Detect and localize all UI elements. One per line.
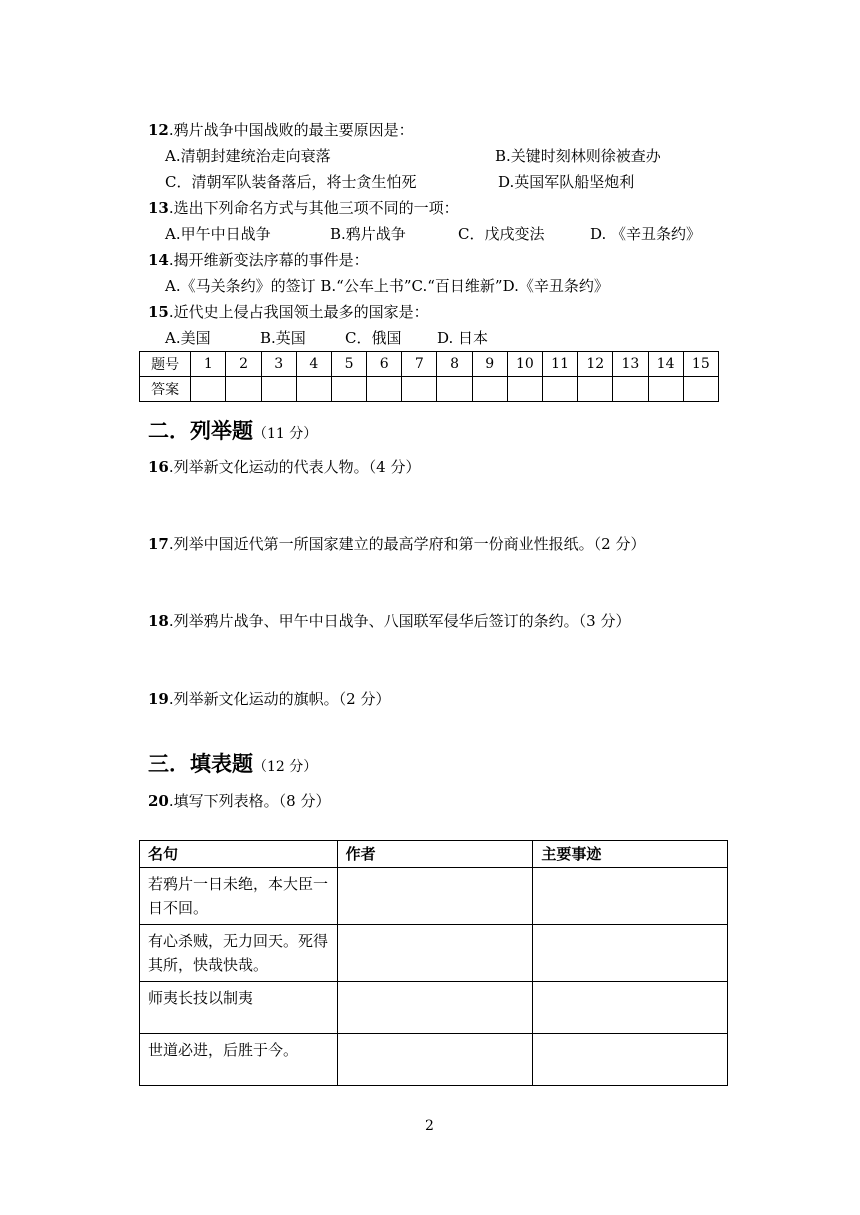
table-row: [140, 868, 728, 925]
question-13-stem: 13.选出下列命名方式与其他三项不同的一项：: [148, 199, 459, 217]
answer-grid-number: 14: [648, 352, 683, 377]
author-answer-cell[interactable]: [337, 1034, 533, 1086]
answer-grid-table: [139, 351, 719, 402]
answer-grid-number: 10: [507, 352, 542, 377]
answer-cell[interactable]: [472, 377, 507, 402]
answer-cell[interactable]: [191, 377, 226, 402]
answer-cell[interactable]: [437, 377, 472, 402]
deeds-answer-cell[interactable]: [533, 1034, 728, 1086]
answer-cell[interactable]: [648, 377, 683, 402]
question-19: 19.列举新文化运动的旗帜。（2 分）: [148, 690, 391, 708]
question-12-option-c: C．清朝军队装备落后，将士贪生怕死: [165, 173, 417, 191]
question-13-option-b: B.鸦片战争: [330, 225, 406, 243]
table-row: [140, 982, 728, 1034]
quote-header-cell: 名句: [140, 841, 338, 868]
section-3-heading: 三．填表题（12 分）: [148, 752, 318, 776]
answer-grid-number: 8: [437, 352, 472, 377]
question-16: 16.列举新文化运动的代表人物。（4 分）: [148, 458, 421, 476]
deeds-answer-cell[interactable]: [533, 868, 728, 925]
answer-grid-number: 5: [331, 352, 366, 377]
answer-grid-number: 12: [578, 352, 613, 377]
answer-grid-number: 9: [472, 352, 507, 377]
page-number: 2: [425, 1118, 434, 1134]
author-answer-cell[interactable]: [337, 925, 533, 982]
question-15-option-d: D. 日本: [437, 329, 489, 347]
answer-cell[interactable]: [331, 377, 366, 402]
answer-grid-answer-label: 答案: [140, 377, 191, 402]
quote-cell: 世道必进，后胜于今。: [140, 1034, 338, 1086]
question-12-stem: 12.鸦片战争中国战败的最主要原因是：: [148, 121, 414, 139]
answer-cell[interactable]: [226, 377, 261, 402]
table-row: [140, 925, 728, 982]
answer-grid-number: 1: [191, 352, 226, 377]
answer-grid-number: 7: [402, 352, 437, 377]
author-header-cell: 作者: [337, 841, 533, 868]
quote-cell: 有心杀贼，无力回天。死得其所，快哉快哉。: [140, 925, 338, 982]
answer-cell[interactable]: [402, 377, 437, 402]
answer-grid-number-label: 题号: [140, 352, 191, 377]
answer-grid-number: 15: [683, 352, 718, 377]
answer-cell[interactable]: [261, 377, 296, 402]
question-14-options: A.《马关条约》的签订 B.“公车上书”C.“百日维新”D.《辛丑条约》: [165, 277, 609, 295]
quote-table-header-row: [140, 841, 728, 868]
answer-grid-number: 13: [613, 352, 648, 377]
question-14-stem: 14.揭开维新变法序幕的事件是：: [148, 251, 369, 269]
answer-grid-number: 11: [542, 352, 577, 377]
quote-table: [139, 840, 728, 1086]
deeds-answer-cell[interactable]: [533, 982, 728, 1034]
author-answer-cell[interactable]: [337, 868, 533, 925]
deeds-answer-cell[interactable]: [533, 925, 728, 982]
question-15-stem: 15.近代史上侵占我国领土最多的国家是：: [148, 303, 429, 321]
answer-grid-number: 3: [261, 352, 296, 377]
question-13-option-d: D. 《辛丑条约》: [590, 225, 702, 243]
answer-grid-number: 4: [296, 352, 331, 377]
answer-cell[interactable]: [296, 377, 331, 402]
answer-grid-number: 6: [367, 352, 402, 377]
answer-grid-number: 2: [226, 352, 261, 377]
answer-cell[interactable]: [542, 377, 577, 402]
answer-cell[interactable]: [578, 377, 613, 402]
question-20: 20.填写下列表格。（8 分）: [148, 792, 331, 810]
question-12-option-a: A.清朝封建统治走向衰落: [165, 147, 331, 165]
deeds-header-cell: 主要事迹: [533, 841, 728, 868]
question-12-option-b: B.关键时刻林则徐被查办: [495, 147, 661, 165]
answer-cell[interactable]: [683, 377, 718, 402]
question-12-option-d: D.英国军队船坚炮利: [498, 173, 635, 191]
quote-cell: 若鸦片一日未绝，本大臣一日不回。: [140, 868, 338, 925]
question-13-option-a: A.甲午中日战争: [165, 225, 271, 243]
question-15-option-b: B.英国: [260, 329, 306, 347]
question-15-option-a: A.美国: [165, 329, 211, 347]
question-13-option-c: C．戊戌变法: [458, 225, 545, 243]
author-answer-cell[interactable]: [337, 982, 533, 1034]
section-2-heading: 二．列举题（11 分）: [148, 419, 318, 443]
table-row: [140, 1034, 728, 1086]
answer-grid-number-row: [140, 352, 719, 377]
question-17: 17.列举中国近代第一所国家建立的最高学府和第一份商业性报纸。（2 分）: [148, 535, 646, 553]
answer-cell[interactable]: [367, 377, 402, 402]
question-18: 18.列举鸦片战争、甲午中日战争、八国联军侵华后签订的条约。（3 分）: [148, 612, 631, 630]
answer-cell[interactable]: [507, 377, 542, 402]
question-15-option-c: C．俄国: [345, 329, 402, 347]
answer-cell[interactable]: [613, 377, 648, 402]
answer-grid-answer-row: [140, 377, 719, 402]
quote-cell: 师夷长技以制夷: [140, 982, 338, 1034]
